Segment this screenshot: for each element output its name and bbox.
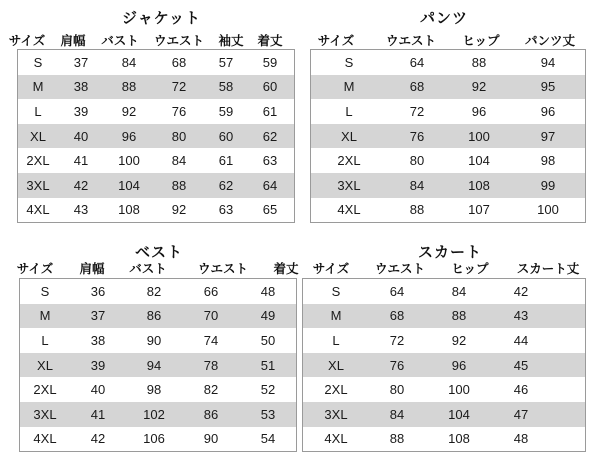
bust-cell: 86 <box>146 308 162 324</box>
length-cell: 94 <box>540 54 556 70</box>
table-row <box>303 377 585 402</box>
waist-cell: 76 <box>389 357 405 373</box>
size-cell: M <box>32 79 44 95</box>
length-cell: 43 <box>513 308 529 324</box>
jacket-table <box>17 49 295 223</box>
table-row <box>311 50 585 75</box>
waist-cell: 76 <box>171 103 187 119</box>
skirt-title: スカート <box>418 243 483 261</box>
length-cell: 49 <box>260 308 276 324</box>
skirt-header-waist: ウエスト <box>374 261 425 276</box>
table-row <box>18 50 294 75</box>
table-row <box>303 328 585 353</box>
size-cell: M <box>39 308 51 324</box>
jacket-title: ジャケット <box>122 9 201 27</box>
length-cell: 47 <box>513 406 529 422</box>
waist-cell: 82 <box>203 382 219 398</box>
length-cell: 96 <box>540 103 556 119</box>
size-cell: 2XL <box>324 382 348 398</box>
table-row <box>20 377 296 402</box>
pants-header-hip: ヒップ <box>462 33 500 48</box>
size-cell: 3XL <box>337 177 361 193</box>
shoulder-cell: 40 <box>90 382 106 398</box>
table-row <box>18 124 294 149</box>
length-cell: 50 <box>260 332 276 348</box>
skirt-header-hip: ヒップ <box>451 261 489 276</box>
shoulder-cell: 41 <box>90 406 106 422</box>
length-cell: 46 <box>513 382 529 398</box>
table-row <box>303 427 585 452</box>
table-row <box>20 304 296 329</box>
length-cell: 100 <box>537 202 559 218</box>
table-row <box>311 99 585 124</box>
hip-cell: 108 <box>468 177 490 193</box>
length-cell: 52 <box>260 382 276 398</box>
waist-cell: 86 <box>203 406 219 422</box>
size-cell: S <box>331 283 341 299</box>
bust-cell: 98 <box>146 382 162 398</box>
sleeve-cell: 59 <box>218 103 234 119</box>
table-row <box>303 279 585 304</box>
bust-cell: 82 <box>146 283 162 299</box>
waist-cell: 84 <box>409 177 425 193</box>
waist-cell: 90 <box>203 431 219 447</box>
size-cell: L <box>332 332 340 348</box>
size-cell: 3XL <box>33 406 57 422</box>
skirt-header-row <box>302 259 596 277</box>
waist-cell: 88 <box>171 177 187 193</box>
length-cell: 95 <box>540 79 556 95</box>
pants-header-row <box>302 31 590 49</box>
hip-cell: 100 <box>468 128 490 144</box>
length-cell: 54 <box>260 431 276 447</box>
waist-cell: 76 <box>409 128 425 144</box>
hip-cell: 100 <box>448 382 470 398</box>
shoulder-cell: 37 <box>73 54 89 70</box>
size-cell: 3XL <box>324 406 348 422</box>
jacket-header-sleeve: 袖丈 <box>218 33 244 48</box>
size-cell: S <box>344 54 354 70</box>
vest-header-bust: バスト <box>129 261 167 276</box>
table-row <box>311 198 585 223</box>
length-cell: 48 <box>260 283 276 299</box>
hip-cell: 88 <box>451 308 467 324</box>
jacket-header-bust: バスト <box>101 33 139 48</box>
hip-cell: 96 <box>471 103 487 119</box>
hip-cell: 84 <box>451 283 467 299</box>
waist-cell: 80 <box>409 153 425 169</box>
vest-header-length: 着丈 <box>273 261 299 276</box>
waist-cell: 64 <box>409 54 425 70</box>
vest-header-row <box>2 259 306 277</box>
sleeve-cell: 62 <box>218 177 234 193</box>
skirt-table <box>302 278 586 452</box>
jacket-header-shoulder: 肩幅 <box>60 33 86 48</box>
length-cell: 51 <box>260 357 276 373</box>
vest-header-size: サイズ <box>16 261 54 276</box>
skirt-header-length: スカート丈 <box>516 261 580 276</box>
pants-title: パンツ <box>420 9 469 27</box>
table-row <box>18 75 294 100</box>
vest-table <box>19 278 297 452</box>
hip-cell: 104 <box>468 153 490 169</box>
length-cell: 98 <box>540 153 556 169</box>
jacket-header-waist: ウエスト <box>153 33 204 48</box>
waist-cell: 68 <box>389 308 405 324</box>
size-cell: M <box>330 308 342 324</box>
table-row <box>18 99 294 124</box>
length-cell: 61 <box>262 103 278 119</box>
table-row <box>311 148 585 173</box>
jacket-header-size: サイズ <box>8 33 46 48</box>
jacket-header-row <box>2 31 290 49</box>
bust-cell: 94 <box>146 357 162 373</box>
waist-cell: 78 <box>203 357 219 373</box>
sleeve-cell: 61 <box>218 153 234 169</box>
size-cell: XL <box>341 128 357 144</box>
table-row <box>311 173 585 198</box>
shoulder-cell: 36 <box>90 283 106 299</box>
bust-cell: 104 <box>118 177 140 193</box>
shoulder-cell: 40 <box>73 128 89 144</box>
length-cell: 99 <box>540 177 556 193</box>
size-cell: M <box>343 79 355 95</box>
waist-cell: 80 <box>389 382 405 398</box>
vest-title: ベスト <box>135 243 184 261</box>
table-row <box>20 328 296 353</box>
waist-cell: 88 <box>409 202 425 218</box>
waist-cell: 64 <box>389 283 405 299</box>
size-cell: 4XL <box>337 202 361 218</box>
shoulder-cell: 37 <box>90 308 106 324</box>
table-row <box>303 304 585 329</box>
size-cell: 2XL <box>33 382 57 398</box>
bust-cell: 88 <box>121 79 137 95</box>
waist-cell: 68 <box>171 54 187 70</box>
bust-cell: 102 <box>143 406 165 422</box>
pants-header-size: サイズ <box>317 33 355 48</box>
shoulder-cell: 41 <box>73 153 89 169</box>
bust-cell: 90 <box>146 332 162 348</box>
sleeve-cell: 63 <box>218 202 234 218</box>
size-cell: XL <box>328 357 344 373</box>
shoulder-cell: 38 <box>73 79 89 95</box>
length-cell: 42 <box>513 283 529 299</box>
waist-cell: 88 <box>389 431 405 447</box>
size-cell: 4XL <box>324 431 348 447</box>
table-row <box>18 173 294 198</box>
size-cell: S <box>33 54 43 70</box>
sleeve-cell: 58 <box>218 79 234 95</box>
length-cell: 45 <box>513 357 529 373</box>
size-cell: 3XL <box>26 177 50 193</box>
length-cell: 44 <box>513 332 529 348</box>
waist-cell: 66 <box>203 283 219 299</box>
shoulder-cell: 39 <box>73 103 89 119</box>
skirt-header-size: サイズ <box>312 261 350 276</box>
table-row <box>311 75 585 100</box>
length-cell: 60 <box>262 79 278 95</box>
hip-cell: 96 <box>451 357 467 373</box>
table-row <box>303 402 585 427</box>
hip-cell: 108 <box>448 431 470 447</box>
size-cell: L <box>345 103 353 119</box>
bust-cell: 106 <box>143 431 165 447</box>
hip-cell: 92 <box>471 79 487 95</box>
size-cell: XL <box>30 128 46 144</box>
bust-cell: 84 <box>121 54 137 70</box>
table-row <box>20 279 296 304</box>
waist-cell: 84 <box>171 153 187 169</box>
shoulder-cell: 38 <box>90 332 106 348</box>
length-cell: 62 <box>262 128 278 144</box>
length-cell: 48 <box>513 431 529 447</box>
sleeve-cell: 60 <box>218 128 234 144</box>
shoulder-cell: 43 <box>73 202 89 218</box>
shoulder-cell: 42 <box>90 431 106 447</box>
size-cell: S <box>40 283 50 299</box>
waist-cell: 84 <box>389 406 405 422</box>
size-cell: 2XL <box>337 153 361 169</box>
size-cell: 4XL <box>26 202 50 218</box>
sleeve-cell: 57 <box>218 54 234 70</box>
jacket-header-length: 着丈 <box>257 33 283 48</box>
shoulder-cell: 39 <box>90 357 106 373</box>
pants-header-length: パンツ丈 <box>524 33 575 48</box>
waist-cell: 72 <box>389 332 405 348</box>
waist-cell: 70 <box>203 308 219 324</box>
table-row <box>311 124 585 149</box>
size-cell: 2XL <box>26 153 50 169</box>
table-row <box>303 353 585 378</box>
pants-table <box>310 49 586 223</box>
hip-cell: 92 <box>451 332 467 348</box>
length-cell: 63 <box>262 153 278 169</box>
bust-cell: 92 <box>121 103 137 119</box>
size-cell: XL <box>37 357 53 373</box>
bust-cell: 100 <box>118 153 140 169</box>
size-cell: L <box>34 103 42 119</box>
hip-cell: 107 <box>468 202 490 218</box>
waist-cell: 92 <box>171 202 187 218</box>
bust-cell: 96 <box>121 128 137 144</box>
table-row <box>20 427 296 452</box>
waist-cell: 80 <box>171 128 187 144</box>
pants-header-waist: ウエスト <box>385 33 436 48</box>
hip-cell: 88 <box>471 54 487 70</box>
table-row <box>18 148 294 173</box>
size-cell: 4XL <box>33 431 57 447</box>
bust-cell: 108 <box>118 202 140 218</box>
length-cell: 59 <box>262 54 278 70</box>
table-row <box>20 402 296 427</box>
hip-cell: 104 <box>448 406 470 422</box>
table-row <box>20 353 296 378</box>
size-cell: L <box>41 332 49 348</box>
table-row <box>18 198 294 223</box>
waist-cell: 72 <box>171 79 187 95</box>
vest-header-shoulder: 肩幅 <box>79 261 105 276</box>
length-cell: 97 <box>540 128 556 144</box>
waist-cell: 68 <box>409 79 425 95</box>
waist-cell: 72 <box>409 103 425 119</box>
length-cell: 53 <box>260 406 276 422</box>
vest-header-waist: ウエスト <box>197 261 248 276</box>
length-cell: 64 <box>262 177 278 193</box>
shoulder-cell: 42 <box>73 177 89 193</box>
length-cell: 65 <box>262 202 278 218</box>
waist-cell: 74 <box>203 332 219 348</box>
